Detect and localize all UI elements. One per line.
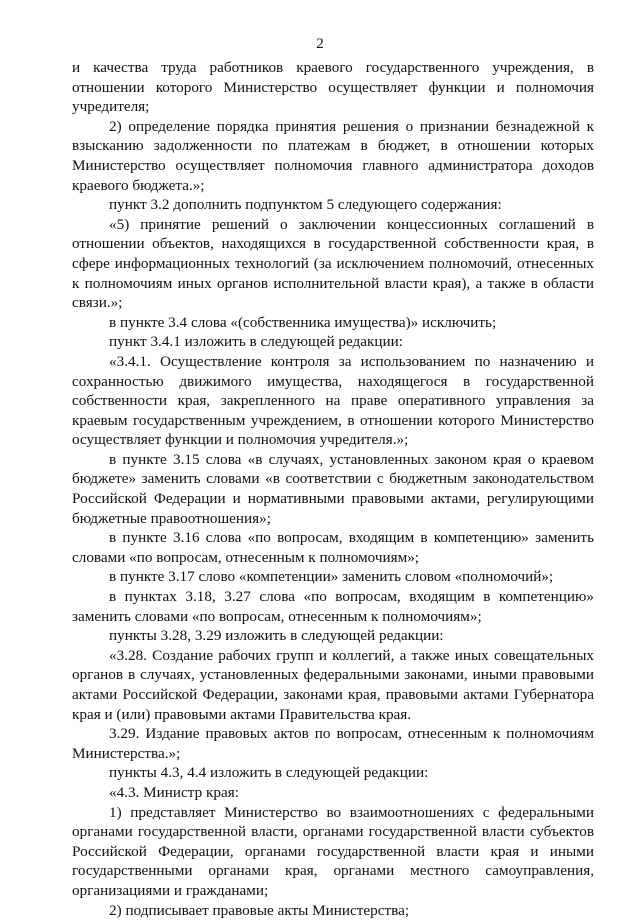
page-number: 2 — [316, 36, 324, 52]
paragraph: «4.3. Министр края: — [109, 783, 239, 801]
paragraph: 3.29. Издание правовых актов по вопросам, отнесенным к полномочиям Министерства.»; — [72, 725, 594, 762]
paragraph: «3.28. Создание рабочих групп и коллегий, а также иных совещательных органов в случаях, установленных федеральными законами, иными правовыми актами Российской Федерации, законами края, правовыми актами Губернатора края и (или) правовыми актами Правительства края. — [72, 646, 594, 723]
paragraph: в пункте 3.17 слово «компетенции» заменить словом «полномочий»; — [109, 568, 554, 586]
paragraph: 1) представляет Министерство во взаимоотношениях с федеральными органами государственной власти, органами государственной власти субъектов Российской Федерации, органами государственной власти края и иными государственными органами края, органами местного самоуправления, организациями и гражданами; — [72, 803, 594, 899]
paragraph: «3.4.1. Осуществление контроля за использованием по назначению и сохранностью движимого имущества, находящегося в государственной собственности края, закрепленного на праве оперативного управления за краевым государственным учреждением, в отношении которого Министерство осуществляет функции и полномочия учредителя.»; — [72, 352, 594, 449]
paragraph: в пунктах 3.18, 3.27 слова «по вопросам, входящим в компетенцию» заменить словами «по вопросам, отнесенным к полномочиям»; — [72, 588, 594, 625]
paragraph: пункт 3.4.1 изложить в следующей редакции: — [109, 333, 403, 351]
paragraph: 2) подписывает правовые акты Министерства; — [109, 901, 410, 919]
paragraph: пункты 3.28, 3.29 изложить в следующей редакции: — [109, 627, 444, 645]
paragraph: 2) определение порядка принятия решения о признании безнадежной к взысканию задолженности по платежам в бюджет, в отношении которых Министерство осуществляет полномочия главного администратора доходов краевого бюджета.»; — [72, 117, 594, 194]
paragraph: пункт 3.2 дополнить подпунктом 5 следующего содержания: — [109, 196, 502, 214]
paragraph: в пункте 3.4 слова «(собственника имущества)» исключить; — [109, 313, 497, 331]
document-body — [72, 58, 594, 920]
paragraph: в пункте 3.15 слова «в случаях, установленных законом края о краевом бюджете» заменить словами «в соответствии с бюджетным законодательством Российской Федерации и нормативными правовыми актами, регулирующими бюджетные правоотношения»; — [72, 450, 594, 527]
paragraph: и качества труда работников краевого государственного учреждения, в отношении которого Министерство осуществляет функции и полномочия учредителя; — [72, 59, 594, 116]
paragraph: пункты 4.3, 4.4 изложить в следующей редакции: — [109, 764, 429, 782]
paragraph: в пункте 3.16 слова «по вопросам, входящим в компетенцию» заменить словами «по вопросам, отнесенным к полномочиям»; — [72, 529, 594, 566]
paragraph: «5) принятие решений о заключении концессионных соглашений в отношении объектов, находящихся в государственной собственности края, в сфере информационных технологий (за исключением полномочий, отнесенных к полномочиям иных органов исполнительной власти края), а также в области связи.»; — [72, 215, 594, 312]
